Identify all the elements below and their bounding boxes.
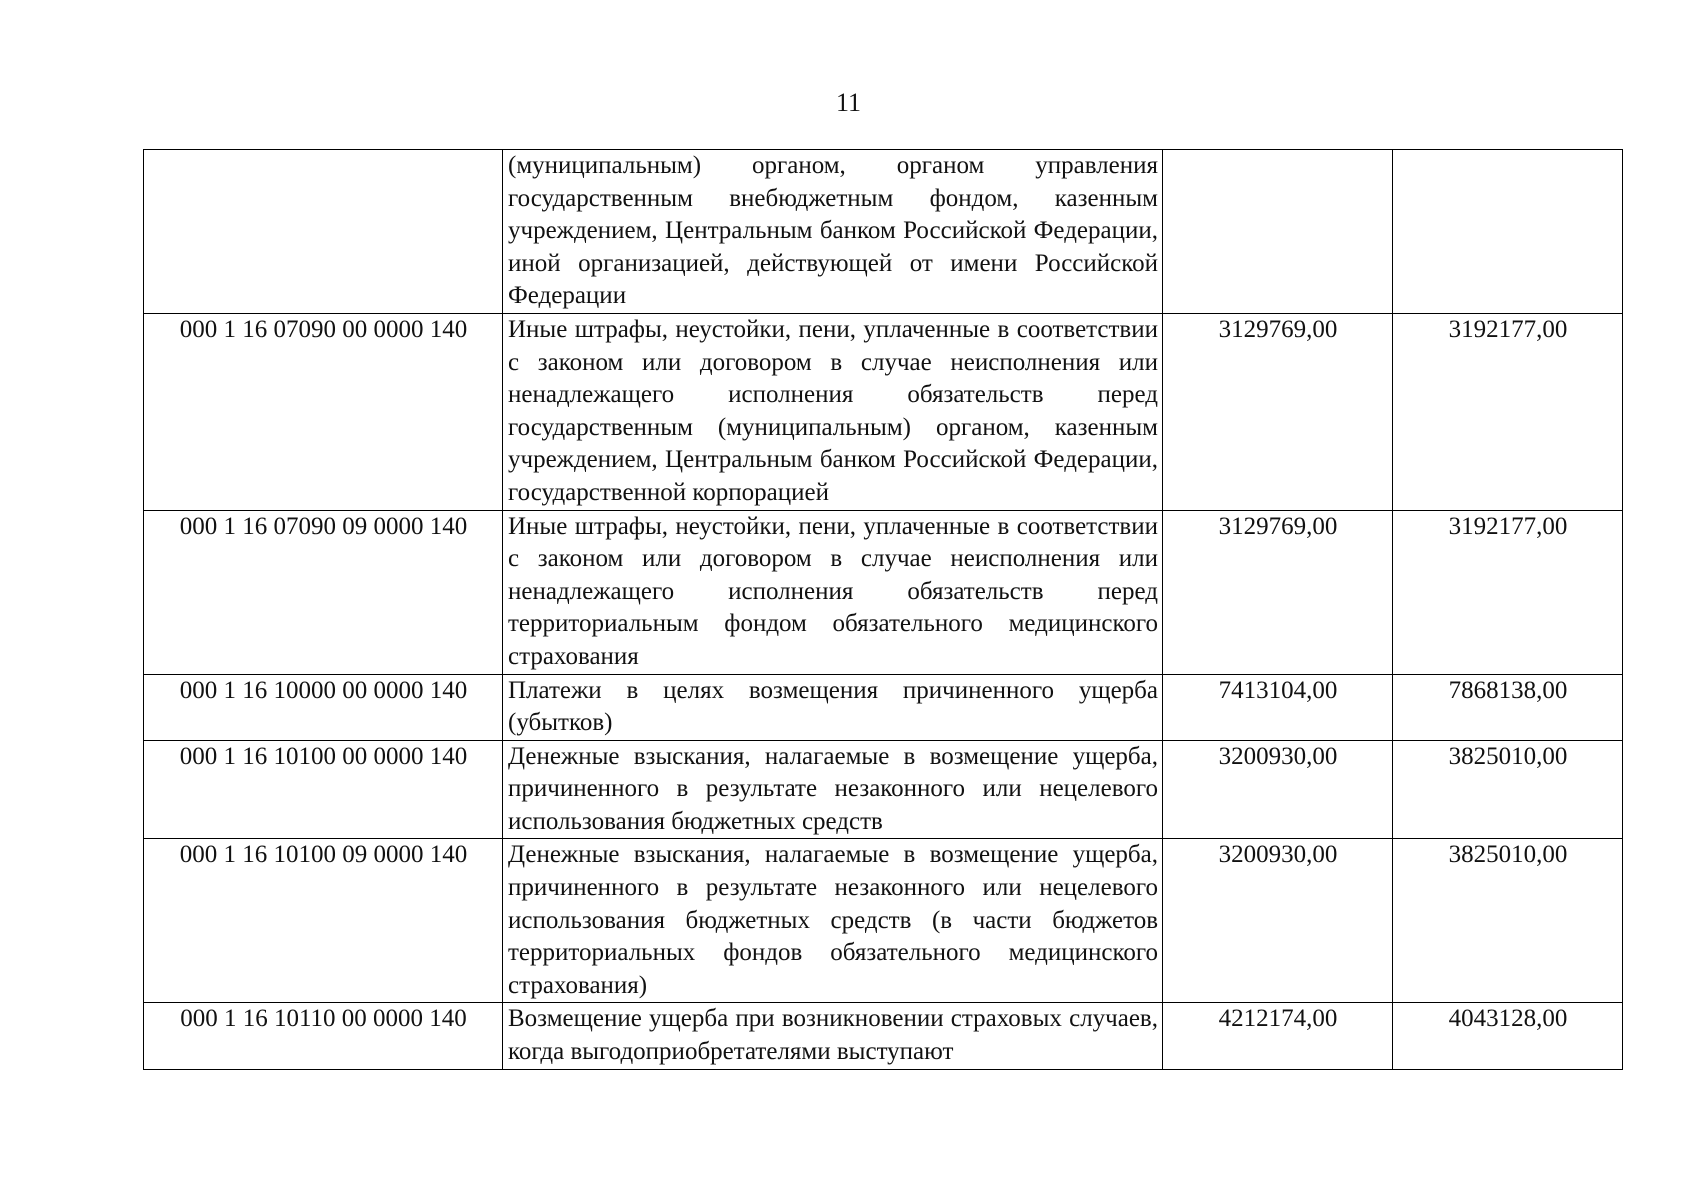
table-row — [144, 674, 1623, 740]
revenue-name-cell: (муниципальным) органом, органом управления государственным внебюджетным фондом, казенным учреждением, Центральным банком Российской Федерации, иной организацией, действующей от имени Российской Федерации — [503, 150, 1163, 314]
amount-year-1-cell: 3129769,00 — [1163, 313, 1393, 510]
table-row — [144, 150, 1623, 314]
budget-code-cell — [144, 150, 503, 314]
amount-year-2-cell: 3192177,00 — [1393, 510, 1623, 674]
budget-code-cell: 000 1 16 10000 00 0000 140 — [144, 674, 503, 740]
revenue-name-cell: Платежи в целях возмещения причиненного ущерба (убытков) — [503, 674, 1163, 740]
budget-code-cell: 000 1 16 10110 00 0000 140 — [144, 1003, 503, 1069]
budget-revenue-table — [143, 149, 1623, 1070]
amount-year-1-cell: 3200930,00 — [1163, 740, 1393, 839]
revenue-name-cell: Денежные взыскания, налагаемые в возмещение ущерба, причиненного в результате незаконного или нецелевого использования бюджетных средств — [503, 740, 1163, 839]
revenue-name-cell: Иные штрафы, неустойки, пени, уплаченные в соответствии с законом или договором в случае неисполнения или ненадлежащего исполнения обязательств перед государственным (муниципальным) органом, казенным учреждением, Центральным банком Российской Федерации, государственной корпорацией — [503, 313, 1163, 510]
amount-year-2-cell: 3825010,00 — [1393, 740, 1623, 839]
amount-year-2-cell: 4043128,00 — [1393, 1003, 1623, 1069]
page-number: 11 — [835, 88, 862, 117]
amount-year-2-cell — [1393, 150, 1623, 314]
table-row — [144, 1003, 1623, 1069]
amount-year-2-cell: 3192177,00 — [1393, 313, 1623, 510]
budget-code-cell: 000 1 16 10100 09 0000 140 — [144, 839, 503, 1003]
amount-year-1-cell: 7413104,00 — [1163, 674, 1393, 740]
amount-year-2-cell: 3825010,00 — [1393, 839, 1623, 1003]
table-row — [144, 313, 1623, 510]
amount-year-1-cell: 4212174,00 — [1163, 1003, 1393, 1069]
revenue-name-cell: Иные штрафы, неустойки, пени, уплаченные в соответствии с законом или договором в случае неисполнения или ненадлежащего исполнения обязательств перед территориальным фондом обязательного медицинского страхования — [503, 510, 1163, 674]
table-row — [144, 510, 1623, 674]
amount-year-1-cell — [1163, 150, 1393, 314]
table-row — [144, 740, 1623, 839]
amount-year-1-cell: 3129769,00 — [1163, 510, 1393, 674]
budget-code-cell: 000 1 16 10100 00 0000 140 — [144, 740, 503, 839]
revenue-name-cell: Денежные взыскания, налагаемые в возмещение ущерба, причиненного в результате незаконного или нецелевого использования бюджетных средств (в части бюджетов территориальных фондов обязательного медицинского страхования) — [503, 839, 1163, 1003]
budget-code-cell: 000 1 16 07090 00 0000 140 — [144, 313, 503, 510]
amount-year-1-cell: 3200930,00 — [1163, 839, 1393, 1003]
budget-code-cell: 000 1 16 07090 09 0000 140 — [144, 510, 503, 674]
table-row — [144, 839, 1623, 1003]
revenue-name-cell: Возмещение ущерба при возникновении страховых случаев, когда выгодоприобретателями выступают — [503, 1003, 1163, 1069]
amount-year-2-cell: 7868138,00 — [1393, 674, 1623, 740]
